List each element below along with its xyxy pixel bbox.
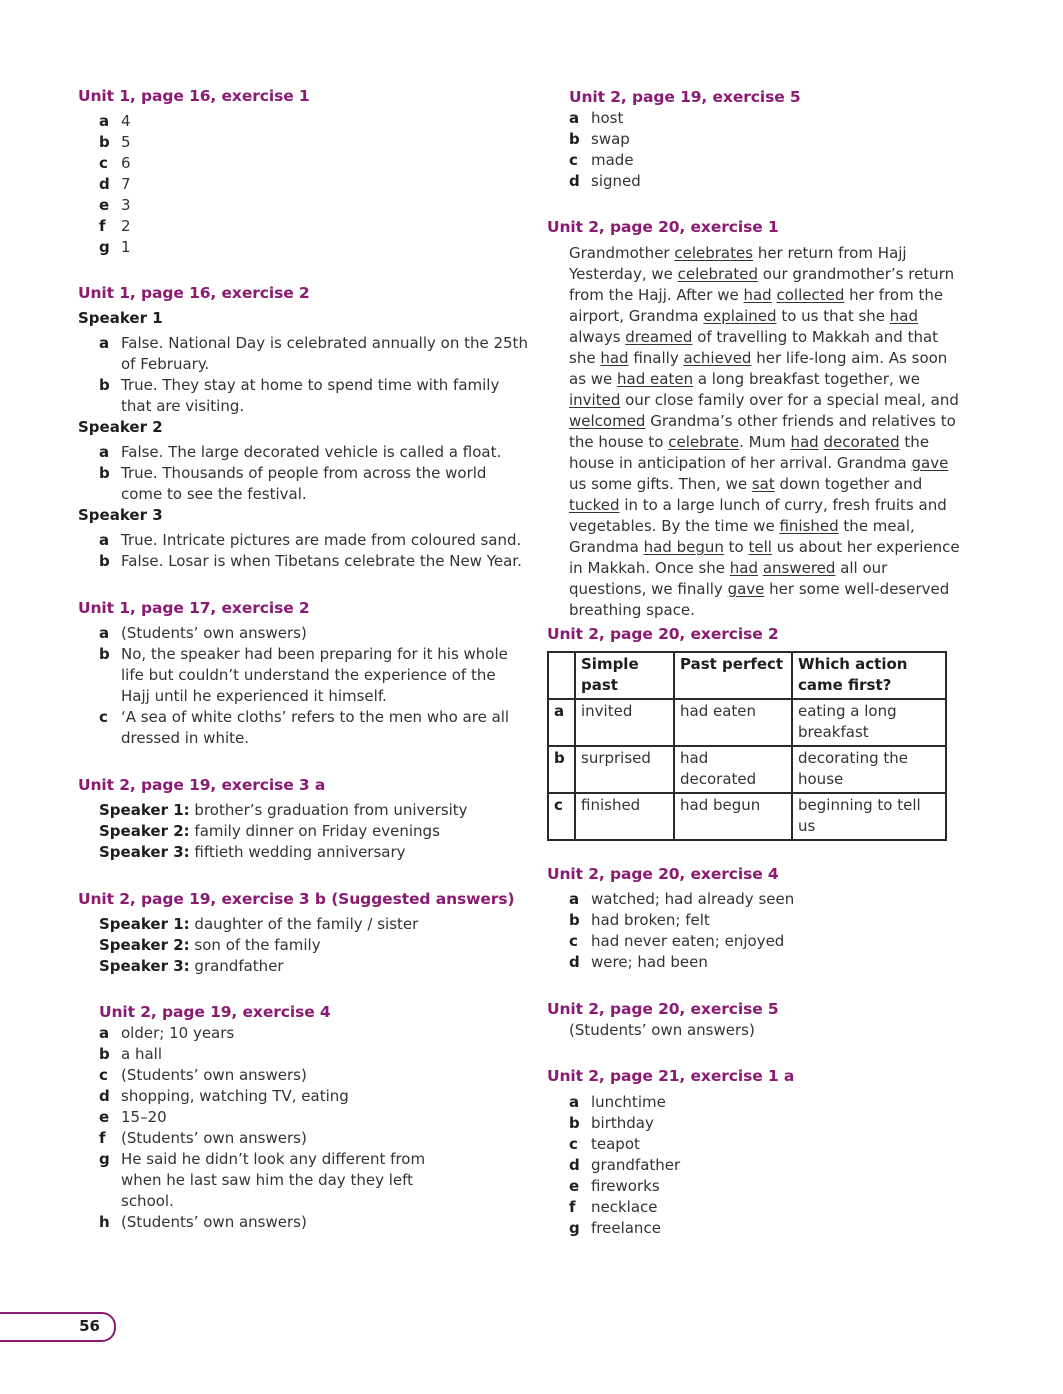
item-letter: c — [99, 1066, 108, 1084]
underlined-verb: invited — [569, 391, 621, 409]
paragraph-text: us some gifts. Then, we — [569, 475, 752, 493]
table-row — [548, 746, 946, 793]
speaker-label: Speaker 1: — [99, 915, 190, 933]
underlined-verb: achieved — [683, 349, 752, 367]
paragraph-text: finally — [628, 349, 684, 367]
underlined-verb: had eaten — [617, 370, 694, 388]
list-item — [99, 375, 528, 417]
section-heading: Unit 1, page 16, exercise 2 — [78, 284, 310, 302]
item-letter: f — [99, 1129, 106, 1147]
list-item — [99, 1128, 519, 1149]
underlined-verb: gave — [911, 454, 949, 472]
speaker-label: Speaker 2: — [99, 936, 190, 954]
item-letter: d — [569, 172, 580, 190]
item-text: He said he didn’t look any different from when he last saw him the day they left school. — [121, 1150, 426, 1210]
underlined-verb: had — [790, 433, 819, 451]
item-letter: d — [569, 953, 580, 971]
underlined-verb: tucked — [569, 496, 620, 514]
paragraph-text: our close family over for a special meal, and — [620, 391, 959, 409]
list-item — [569, 129, 949, 150]
item-letter: b — [569, 911, 580, 929]
item-letter: a — [99, 1024, 110, 1042]
item-text: (Students’ own answers) — [121, 1213, 307, 1231]
list-item — [99, 174, 499, 195]
underlined-verb: dreamed — [625, 328, 693, 346]
item-text: host — [591, 109, 624, 127]
answer-list — [569, 1092, 949, 1239]
paragraph-text: the meal, Grandma — [569, 517, 915, 556]
paragraph-text: us about her experience in Makkah. Once she — [569, 538, 960, 577]
section-heading: Unit 2, page 19, exercise 5 — [569, 88, 801, 106]
item-text: had broken; felt — [591, 911, 710, 929]
item-text: False. National Day is celebrated annually on the 25th of February. — [121, 334, 528, 373]
list-item — [99, 237, 499, 258]
item-letter: a — [99, 334, 110, 352]
item-letter: f — [569, 1198, 576, 1216]
item-letter: c — [569, 932, 578, 950]
item-letter: b — [99, 464, 110, 482]
list-item — [569, 1197, 949, 1218]
speaker-label: Speaker 2: — [99, 822, 190, 840]
list-item — [569, 1113, 949, 1134]
list-item — [99, 530, 528, 551]
page-number-tab — [0, 1312, 116, 1342]
table-cell: eating a long breakfast — [792, 699, 946, 746]
item-letter: a — [99, 443, 110, 461]
item-text: had never eaten; enjoyed — [591, 932, 785, 950]
item-text: son of the family — [194, 936, 321, 954]
item-text: necklace — [591, 1198, 658, 1216]
underlined-verb: had begun — [643, 538, 724, 556]
table-header-row — [548, 652, 946, 699]
item-text: 2 — [121, 217, 131, 235]
item-text: (Students’ own answers) — [121, 1129, 307, 1147]
item-letter: c — [99, 154, 108, 172]
item-text: made — [591, 151, 634, 169]
table-header-cell: Which action came first? — [792, 652, 946, 699]
answer-list — [99, 111, 499, 258]
list-item — [569, 889, 949, 910]
table-cell: had eaten — [674, 699, 792, 746]
list-item — [99, 216, 499, 237]
item-text: (Students’ own answers) — [121, 1066, 307, 1084]
section-heading: Unit 2, page 20, exercise 4 — [547, 865, 779, 883]
item-text: older; 10 years — [121, 1024, 235, 1042]
table-row — [548, 793, 946, 840]
item-letter: f — [99, 217, 106, 235]
item-text: 7 — [121, 175, 131, 193]
section-heading: Unit 2, page 20, exercise 5 — [547, 1000, 779, 1018]
item-letter: b — [99, 645, 110, 663]
table-row — [548, 699, 946, 746]
item-text: 3 — [121, 196, 131, 214]
item-letter: b — [99, 1045, 110, 1063]
item-letter: a — [569, 890, 580, 908]
paragraph-text: to — [723, 538, 749, 556]
item-text: fireworks — [591, 1177, 660, 1195]
list-item — [99, 707, 529, 749]
section-heading: Unit 1, page 17, exercise 2 — [78, 599, 310, 617]
list-item — [569, 108, 949, 129]
list-item — [99, 623, 529, 644]
section-heading: Unit 2, page 19, exercise 4 — [99, 1003, 331, 1021]
item-letter: b — [99, 552, 110, 570]
paragraph-text: to us that she — [776, 307, 890, 325]
item-letter: b — [99, 133, 110, 151]
list-item — [99, 1212, 519, 1233]
section-heading: Unit 2, page 20, exercise 1 — [547, 218, 779, 236]
item-text: shopping, watching TV, eating — [121, 1087, 349, 1105]
item-text: brother’s graduation from university — [194, 801, 468, 819]
underlined-verb: gave — [727, 580, 765, 598]
list-item — [99, 1107, 519, 1128]
answer-list — [99, 623, 529, 749]
item-letter: c — [569, 1135, 578, 1153]
list-item — [99, 1149, 469, 1212]
table-header-cell — [548, 652, 575, 699]
list-item — [99, 956, 529, 977]
paragraph-text: in to a large lunch of curry, fresh fruits and vegetables. By the time we — [569, 496, 947, 535]
page-number: 56 — [79, 1317, 100, 1335]
item-letter: g — [99, 1150, 110, 1168]
item-text: ‘A sea of white cloths’ refers to the men who are all dressed in white. — [121, 708, 510, 747]
item-letter: d — [569, 1156, 580, 1174]
item-letter: b — [569, 1114, 580, 1132]
item-text: grandfather — [591, 1156, 681, 1174]
list-item — [99, 111, 499, 132]
table-cell: invited — [575, 699, 674, 746]
paragraph-text: of travelling to Makkah and that she — [569, 328, 939, 367]
item-text: teapot — [591, 1135, 640, 1153]
item-letter: b — [569, 130, 580, 148]
item-letter: a — [99, 531, 110, 549]
item-letter: c — [99, 708, 108, 726]
answer-list — [569, 108, 949, 192]
answer-list — [99, 1023, 519, 1233]
paragraph-text: her from the airport, Grandma — [569, 286, 944, 325]
item-text: 1 — [121, 238, 131, 256]
list-item — [99, 935, 529, 956]
list-item — [99, 442, 528, 463]
speaker-label: Speaker 3 — [78, 506, 163, 524]
underlined-verb: tell — [748, 538, 772, 556]
underlined-verb: answered — [762, 559, 836, 577]
list-item — [99, 1065, 519, 1086]
item-text: True. Thousands of people from across the world come to see the festival. — [121, 464, 487, 503]
section-heading: Unit 1, page 16, exercise 1 — [78, 87, 310, 105]
list-item — [569, 910, 949, 931]
item-text: were; had been — [591, 953, 708, 971]
speaker-label: Speaker 1: — [99, 801, 190, 819]
tense-table — [547, 651, 947, 841]
section-heading: Unit 2, page 19, exercise 3 a — [78, 776, 326, 794]
item-letter: h — [99, 1213, 110, 1231]
underlined-verb: had — [729, 559, 759, 577]
item-text: False. Losar is when Tibetans celebrate the New Year. — [121, 552, 522, 570]
row-letter: a — [548, 699, 575, 746]
table-header-cell: Past perfect — [674, 652, 792, 699]
item-letter: d — [99, 1087, 110, 1105]
item-text: family dinner on Friday evenings — [194, 822, 440, 840]
item-letter: d — [99, 175, 110, 193]
item-letter: a — [99, 624, 110, 642]
table-cell: finished — [575, 793, 674, 840]
item-text: 5 — [121, 133, 131, 151]
row-letter: b — [548, 746, 575, 793]
item-letter: e — [99, 1108, 110, 1126]
item-letter: g — [569, 1219, 580, 1237]
table-header-cell: Simple past — [575, 652, 674, 699]
item-text: True. They stay at home to spend time with family that are visiting. — [121, 376, 500, 415]
item-text: grandfather — [194, 957, 284, 975]
section-heading: Unit 2, page 19, exercise 3 b (Suggested answers) — [78, 890, 515, 908]
paragraph-text: the house in anticipation of her arrival. Grandma — [569, 433, 930, 472]
table-cell: had decorated — [674, 746, 792, 793]
list-item — [99, 195, 499, 216]
underlined-verb: finished — [779, 517, 839, 535]
item-letter: a — [569, 1093, 580, 1111]
paragraph-text: a long breakfast together, we — [693, 370, 920, 388]
paragraph-text: her some well-deserved breathing space. — [569, 580, 950, 619]
item-text: lunchtime — [591, 1093, 666, 1111]
list-item — [99, 1023, 519, 1044]
item-letter: a — [99, 112, 110, 130]
list-item — [569, 1218, 949, 1239]
answer-text: (Students’ own answers) — [569, 1021, 755, 1039]
underlined-verb: decorated — [823, 433, 900, 451]
paragraph-text: Grandma’s other friends and relatives to the house to — [569, 412, 956, 451]
item-text: fiftieth wedding anniversary — [194, 843, 406, 861]
underlined-verb: celebrate — [668, 433, 740, 451]
list-item — [99, 800, 529, 821]
list-item — [569, 1092, 949, 1113]
list-item — [569, 1176, 949, 1197]
item-text: swap — [591, 130, 630, 148]
list-item — [99, 463, 528, 505]
list-item — [99, 1044, 519, 1065]
answer-list — [569, 889, 949, 973]
underlined-verb: collected — [776, 286, 845, 304]
list-item — [99, 333, 528, 375]
item-text: (Students’ own answers) — [121, 624, 307, 642]
list-item — [569, 1155, 949, 1176]
item-text: signed — [591, 172, 641, 190]
item-text: 6 — [121, 154, 131, 172]
underlined-verb: had — [743, 286, 772, 304]
paragraph-text: our grandmother’s return from the Hajj. After we — [569, 265, 955, 304]
list-item — [99, 644, 529, 707]
item-letter: g — [99, 238, 110, 256]
item-text: 4 — [121, 112, 131, 130]
item-text: birthday — [591, 1114, 654, 1132]
list-item — [569, 931, 949, 952]
item-letter: c — [569, 151, 578, 169]
speaker-answers — [99, 914, 529, 977]
item-text: a hall — [121, 1045, 162, 1063]
speaker-answers — [78, 308, 528, 572]
list-item — [99, 551, 528, 572]
item-letter: e — [569, 1177, 580, 1195]
speaker-label: Speaker 1 — [78, 309, 163, 327]
paragraph-text: down together and — [774, 475, 923, 493]
section-heading: Unit 2, page 20, exercise 2 — [547, 625, 779, 643]
section-heading: Unit 2, page 21, exercise 1 a — [547, 1067, 795, 1085]
underlined-verb: sat — [751, 475, 775, 493]
paragraph-text: always — [569, 328, 626, 346]
underlined-verb: welcomed — [569, 412, 646, 430]
item-letter: e — [99, 196, 110, 214]
list-item — [99, 1086, 519, 1107]
answer-paragraph — [569, 243, 964, 621]
list-item — [99, 153, 499, 174]
speaker-label: Speaker 3: — [99, 957, 190, 975]
speaker-label: Speaker 3: — [99, 843, 190, 861]
list-item — [569, 1134, 949, 1155]
speaker-label: Speaker 2 — [78, 418, 163, 436]
item-text: watched; had already seen — [591, 890, 795, 908]
row-letter: c — [548, 793, 575, 840]
item-text: True. Intricate pictures are made from coloured sand. — [121, 531, 522, 549]
list-item — [569, 952, 949, 973]
list-item — [99, 914, 529, 935]
list-item — [99, 821, 529, 842]
list-item — [569, 150, 949, 171]
paragraph-text: her return from Hajj Yesterday, we — [569, 244, 907, 283]
item-letter: a — [569, 109, 580, 127]
list-item — [569, 171, 949, 192]
table-cell: decorating the house — [792, 746, 946, 793]
item-letter: b — [99, 376, 110, 394]
item-text: freelance — [591, 1219, 661, 1237]
underlined-verb: had — [889, 307, 919, 325]
item-text: False. The large decorated vehicle is called a float. — [121, 443, 502, 461]
table-cell: surprised — [575, 746, 674, 793]
paragraph-text: . Mum — [739, 433, 791, 451]
list-item — [99, 132, 499, 153]
underlined-verb: had — [600, 349, 629, 367]
paragraph-text: her life-long aim. As soon as we — [569, 349, 948, 388]
table-cell: had begun — [674, 793, 792, 840]
speaker-answers — [99, 800, 529, 863]
table-cell: beginning to tell us — [792, 793, 946, 840]
paragraph-text: all our questions, we finally — [569, 559, 888, 598]
underlined-verb: explained — [703, 307, 777, 325]
underlined-verb: celebrated — [677, 265, 759, 283]
list-item — [99, 842, 529, 863]
item-text: daughter of the family / sister — [194, 915, 419, 933]
underlined-verb: celebrates — [674, 244, 754, 262]
paragraph-text: Grandmother — [569, 244, 675, 262]
item-text: No, the speaker had been preparing for it his whole life but couldn’t understand the experience of the Hajj until he experienced it himself. — [121, 645, 508, 705]
item-text: 15–20 — [121, 1108, 167, 1126]
